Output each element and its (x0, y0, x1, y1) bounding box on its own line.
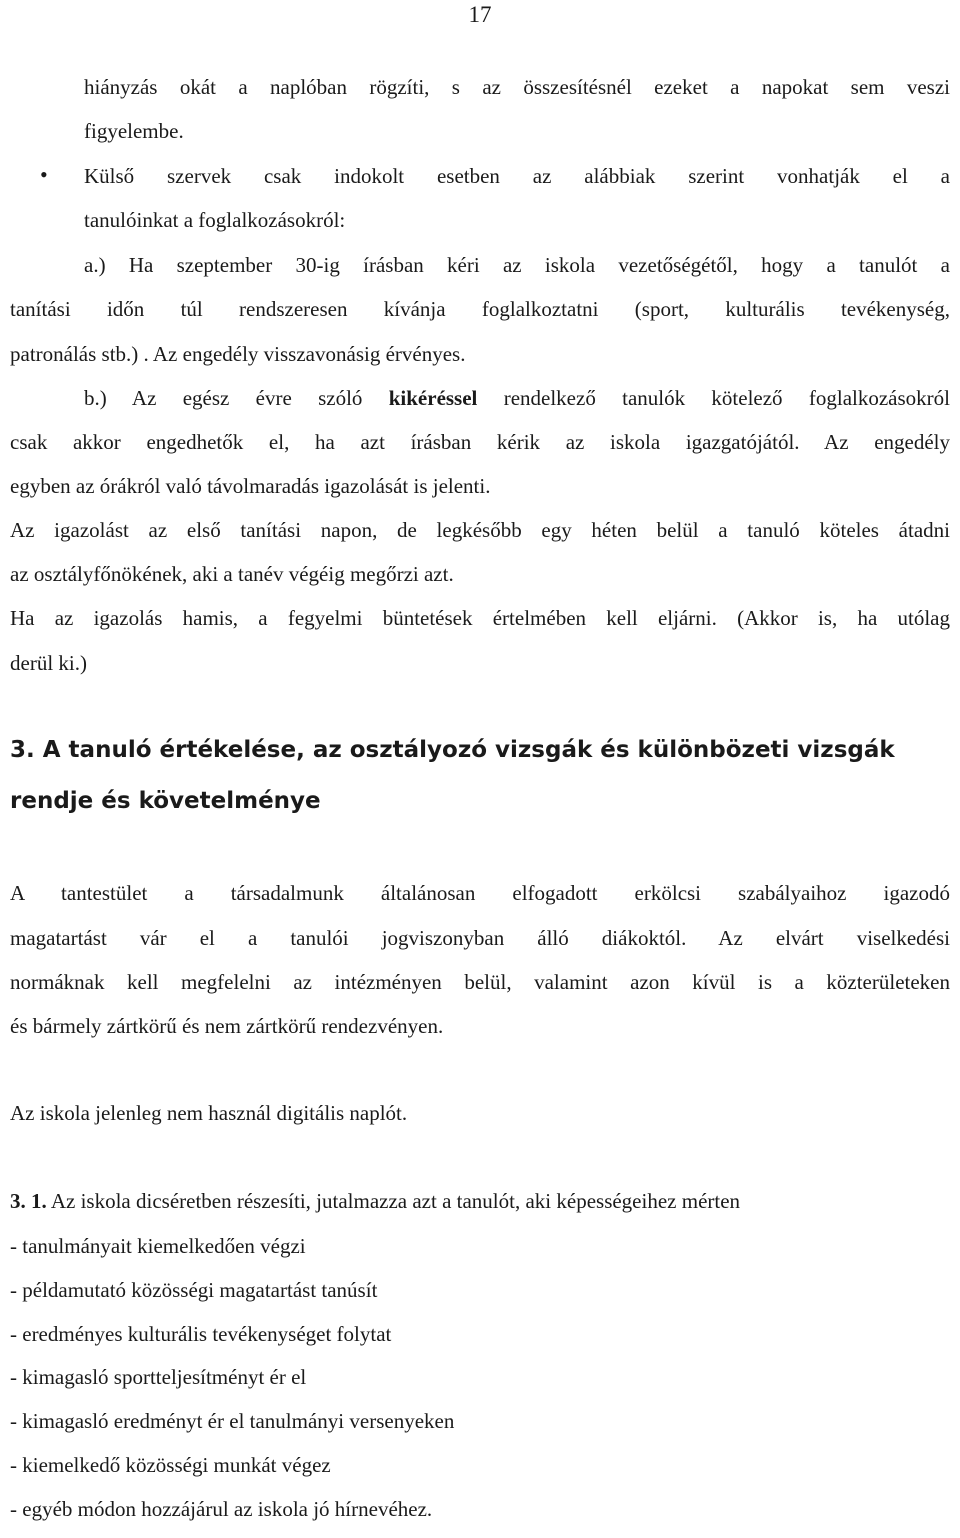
page-number: 17 (468, 2, 492, 27)
bullet-line: Külső szervek csak indokolt esetben az alábbiak szerint vonhatják el a (84, 164, 950, 188)
paragraph-line: Az igazolást az első tanítási napon, de legkésőbb egy héten belül a tanuló köteles átadni (10, 518, 950, 542)
subsection-line: 3. 1. Az iskola dicséretben részesíti, jutalmazza azt a tanulót, aki képességeihez mérten (10, 1189, 741, 1213)
paragraph-line: figyelembe. (84, 119, 184, 143)
subsection-number: 3. 1. (10, 1189, 47, 1213)
paragraph-line: Ha az igazolás hamis, a fegyelmi büntetések értelmében kell eljárni. (Akkor is, ha utólag (10, 606, 950, 630)
list-item: - példamutató közösségi magatartást tanúsít (10, 1278, 378, 1302)
item-b-bold: kikéréssel (388, 386, 478, 410)
paragraph-line: és bármely zártkörű és nem zártkörű rendezvényen. (10, 1014, 444, 1038)
item-a-line: tanítási időn túl rendszeresen kívánja foglalkoztatni (sport, kulturális tevékenység, (10, 297, 950, 321)
paragraph-line: hiányzás okát a naplóban rögzíti, s az összesítésnél ezeket a napokat sem veszi (84, 75, 950, 99)
list-item: - eredményes kulturális tevékenységet folytat (10, 1322, 392, 1346)
list-item: - kiemelkedő közösségi munkát végez (10, 1453, 331, 1477)
item-a-line: patronálás stb.) . Az engedély visszavonásig érvényes. (10, 342, 466, 366)
paragraph-line: A tantestület a társadalmunk általánosan elfogadott erkölcsi szabályaihoz igazodó (10, 881, 950, 905)
item-a-line: a.) Ha szeptember 30-ig írásban kéri az iskola vezetőségétől, hogy a tanulót a (84, 253, 950, 277)
bullet-line: tanulóinkat a foglalkozásokról: (84, 208, 346, 232)
item-b-line: b.) Az egész évre szóló kikéréssel rendelkező tanulók kötelező foglalkozásokról (84, 386, 950, 410)
paragraph-line: az osztályfőnökének, aki a tanév végéig megőrzi azt. (10, 562, 454, 586)
paragraph-line: derül ki.) (10, 651, 87, 675)
bullet-icon: • (40, 162, 48, 187)
section-heading: 3. A tanuló értékelése, az osztályozó vizsgák és különbözeti vizsgák (10, 737, 895, 763)
paragraph-line: magatartást vár el a tanulói jogviszonyban álló diákoktól. Az elvárt viselkedési (10, 926, 950, 950)
list-item: - kimagasló sportteljesítményt ér el (10, 1365, 307, 1389)
list-item: - egyéb módon hozzájárul az iskola jó hírnevéhez. (10, 1497, 433, 1521)
list-item: - tanulmányait kiemelkedően végzi (10, 1234, 306, 1258)
item-b-line: egyben az órákról való távolmaradás igazolását is jelenti. (10, 474, 491, 498)
section-heading: rendje és követelménye (10, 788, 321, 814)
list-item: - kimagasló eredményt ér el tanulmányi versenyeken (10, 1409, 455, 1433)
item-b-line: csak akkor engedhetők el, ha azt írásban kérik az iskola igazgatójától. Az engedély (10, 430, 950, 454)
paragraph-line: Az iskola jelenleg nem használ digitális naplót. (10, 1101, 408, 1125)
paragraph-line: normáknak kell megfelelni az intézményen belül, valamint azon kívül is a közterületeken (10, 970, 950, 994)
